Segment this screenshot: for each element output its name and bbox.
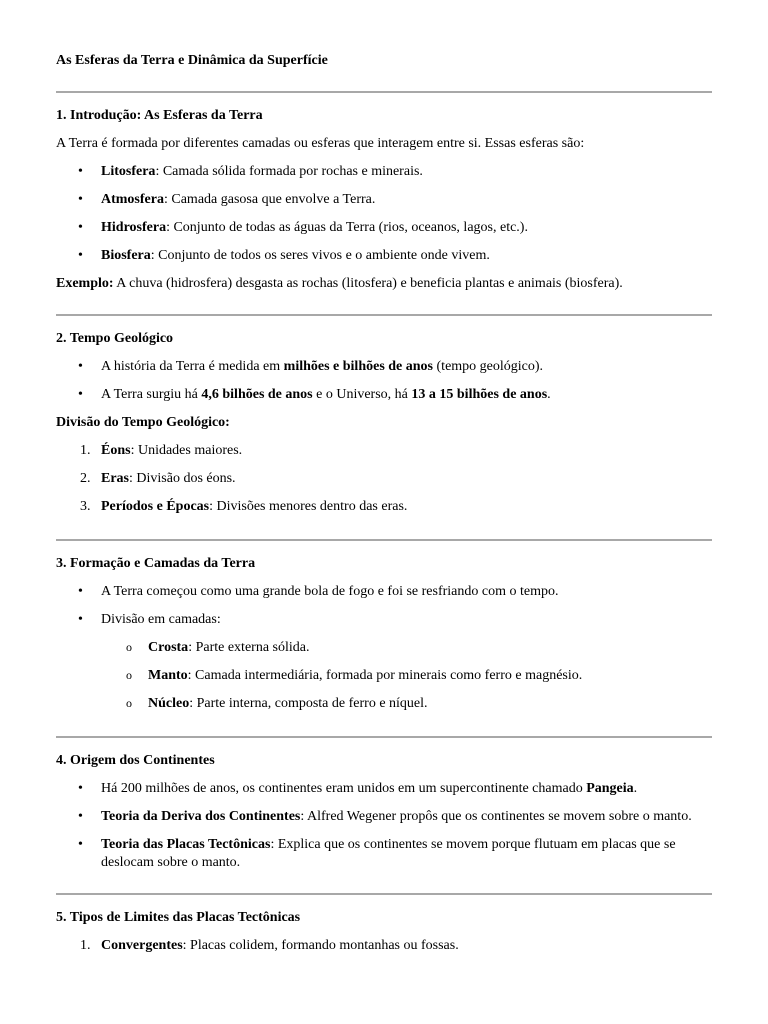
geologic-time-list: [56, 358, 712, 404]
section-1-example: Exemplo: A chuva (hidrosfera) desgasta as rochas (litosfera) e beneficia plantas e animais (biosfera).: [56, 276, 623, 291]
list-item: 1. Éons: Unidades maiores.: [80, 443, 243, 458]
division-label: Divisão do Tempo Geológico:: [56, 415, 230, 430]
list-item: • Atmosfera: Camada gasosa que envolve a Terra.: [56, 191, 712, 209]
spheres-list: [56, 163, 712, 265]
list-item: • Divisão em camadas:: [56, 611, 712, 629]
geologic-division-list: [56, 442, 712, 516]
list-item: • Há 200 milhões de anos, os continentes eram unidos em um supercontinente chamado Pangeia.: [56, 780, 712, 798]
section-1-heading: 1. Introdução: As Esferas da Terra: [56, 108, 263, 123]
list-item: • A Terra começou como uma grande bola de fogo e foi se resfriando com o tempo.: [56, 583, 712, 601]
section-4-heading: 4. Origem dos Continentes: [56, 753, 215, 768]
list-item: • A história da Terra é medida em milhões e bilhões de anos (tempo geológico).: [56, 358, 712, 376]
list-item: • Teoria das Placas Tectônicas: Explica que os continentes se movem porque flutuam em placas que se deslocam sobre o manto.: [56, 836, 712, 872]
list-item: o Manto: Camada intermediária, formada por minerais como ferro e magnésio.: [56, 667, 712, 685]
list-item: o Crosta: Parte externa sólida.: [56, 639, 712, 657]
list-item: • Hidrosfera: Conjunto de todas as águas da Terra (rios, oceanos, lagos, etc.).: [56, 219, 712, 237]
list-item: 1. Convergentes: Placas colidem, formando montanhas ou fossas.: [80, 938, 459, 953]
section-3-heading: 3. Formação e Camadas da Terra: [56, 556, 256, 571]
earth-layers-list: [56, 583, 712, 629]
document-title: As Esferas da Terra e Dinâmica da Superfície: [56, 53, 328, 68]
list-item: 3. Períodos e Épocas: Divisões menores dentro das eras.: [80, 499, 408, 514]
list-item: 2. Eras: Divisão dos éons.: [80, 471, 236, 486]
plate-limits-list: [56, 937, 712, 955]
list-item: • A Terra surgiu há 4,6 bilhões de anos e o Universo, há 13 a 15 bilhões de anos.: [56, 386, 712, 404]
list-item: • Litosfera: Camada sólida formada por rochas e minerais.: [56, 163, 712, 181]
section-1-intro: A Terra é formada por diferentes camadas ou esferas que interagem entre si. Essas esferas são:: [56, 136, 585, 151]
continents-list: [56, 780, 712, 872]
section-2-heading: 2. Tempo Geológico: [56, 331, 174, 346]
layers-sublist: [56, 639, 712, 713]
list-item: o Núcleo: Parte interna, composta de ferro e níquel.: [56, 695, 712, 713]
section-5-heading: 5. Tipos de Limites das Placas Tectônicas: [56, 910, 301, 925]
list-item: • Teoria da Deriva dos Continentes: Alfred Wegener propôs que os continentes se movem sobre o manto.: [56, 808, 712, 826]
list-item: • Biosfera: Conjunto de todos os seres vivos e o ambiente onde vivem.: [56, 247, 712, 265]
